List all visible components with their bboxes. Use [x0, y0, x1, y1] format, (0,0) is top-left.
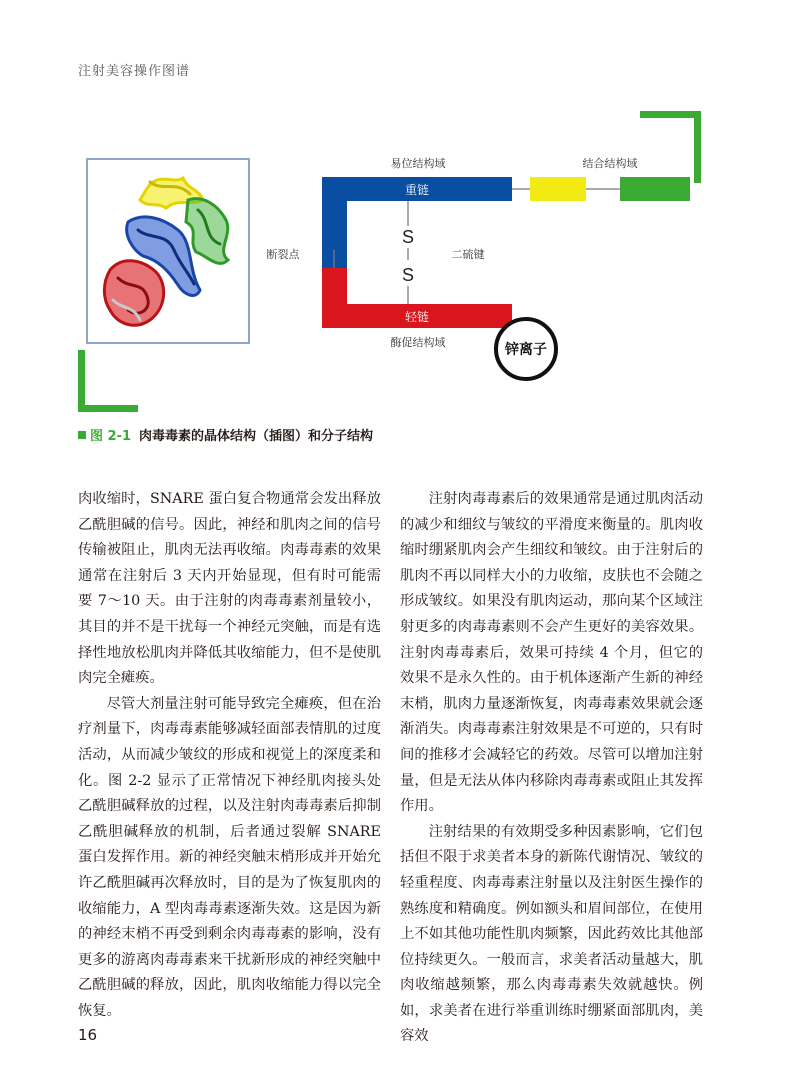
running-head: 注射美容操作图谱: [78, 64, 191, 79]
binding-domain-yellow: [530, 177, 586, 201]
label-cleavage-point: 断裂点: [266, 249, 300, 261]
label-enzymatic-domain: 酶促结构域: [390, 337, 446, 349]
label-s-bottom: S: [401, 265, 415, 285]
label-s-top: S: [401, 227, 415, 247]
caption-square-icon: [78, 431, 86, 439]
molecular-structure-diagram: [250, 150, 710, 390]
caption-text: 肉毒毒素的晶体结构（插图）和分子结构: [139, 429, 374, 444]
paragraph: 肉收缩时，SNARE 蛋白复合物通常会发出释放乙酰胆碱的信号。因此，神经和肌肉之间的信号传输被阻止，肌肉无法再收缩。肉毒毒素的效果通常在注射后 3 天内开始显现，但有时可能需要 7～10 天。由于注射的肉毒毒素剂量较小，其目的并不是干扰每一个神经元突触，而是有选择性地放松肌肉并降低其收缩能力，但不是使肌肉完全瘫痪。: [78, 491, 381, 687]
paragraph: 注射结果的有效期受多种因素影响，它们包括但不限于求美者本身的新陈代谢情况、皱纹的轻重程度、肉毒毒素注射量以及注射医生操作的熟练度和精确度。例如额头和眉间部位，在使用上不如其他功能性肌肉频繁，因此药效比其他部位持续更久。一般而言，求美者活动量越大，肌肉收缩越频繁，那么肉毒毒素失效就越快。例如，求美者在进行举重训练时绷紧面部肌肉，美容效: [400, 823, 703, 1045]
corner-mark-bottom-left-horizontal: [78, 405, 138, 412]
corner-mark-bottom-left: [78, 350, 85, 412]
label-heavy-chain: 重链: [404, 183, 430, 197]
crystal-structure-inset: [86, 158, 250, 344]
label-disulfide-bond: 二硫键: [451, 249, 485, 261]
protein-ribbon-illustration: [88, 160, 248, 342]
binding-domain-green: [620, 177, 690, 201]
label-light-chain: 轻链: [404, 310, 430, 324]
label-translocation-domain: 易位结构域: [390, 158, 446, 170]
right-column: [400, 487, 703, 1050]
label-zinc-ion: 锌离子: [505, 341, 547, 357]
figure-caption: [78, 425, 373, 444]
paragraph: 注射肉毒毒素后的效果通常是通过肌肉活动的减少和细纹与皱纹的平滑度来衡量的。肌肉收缩时绷紧肌肉会产生细纹和皱纹。由于注射后的肌肉不再以同样大小的力收缩，皮肤也不会随之形成皱纹。如果没有肌肉运动，那向某个区域注射更多的肉毒毒素则不会产生更好的美容效果。注射肉毒毒素后，效果可持续 4 个月，但它的效果不是永久性的。由于机体逐渐产生新的神经末梢，肌肉力量逐渐恢复，肉毒毒素效果就会逐渐消失。肉毒毒素注射效果是不可逆的，只有时间的推移才会减轻它的药效。尽管可以增加注射量，但是无法从体内移除肉毒毒素或阻止其发挥作用。: [400, 491, 703, 815]
page-number: 16: [78, 1026, 98, 1044]
figure-number: 图 2-1: [90, 429, 132, 444]
corner-mark-top-right-horizontal: [640, 111, 701, 118]
paragraph: 尽管大剂量注射可能导致完全瘫痪，但在治疗剂量下，肉毒毒素能够减轻面部表情肌的过度活动，从而减少皱纹的形成和视觉上的深度柔和化。图 2-2 显示了正常情况下神经肌肉接头处乙酰胆碱释放的过程，以及注射肉毒毒素后抑制乙酰胆碱释放的机制，后者通过裂解 SNARE 蛋白发挥作用。新的神经突触末梢形成并开始允许乙酰胆碱再次释放时，目的是为了恢复肌肉的收缩能力，A 型肉毒毒素逐渐失效。这是因为新的神经末梢不再受到剩余肉毒毒素的影响，没有更多的游离肉毒毒素来干扰新形成的神经突触中乙酰胆碱的释放，因此，肌肉收缩能力得以完全恢复。: [78, 695, 381, 1019]
label-binding-domain: 结合结构域: [582, 158, 638, 170]
left-column: [78, 487, 381, 1024]
figure-2-1: [0, 0, 800, 440]
